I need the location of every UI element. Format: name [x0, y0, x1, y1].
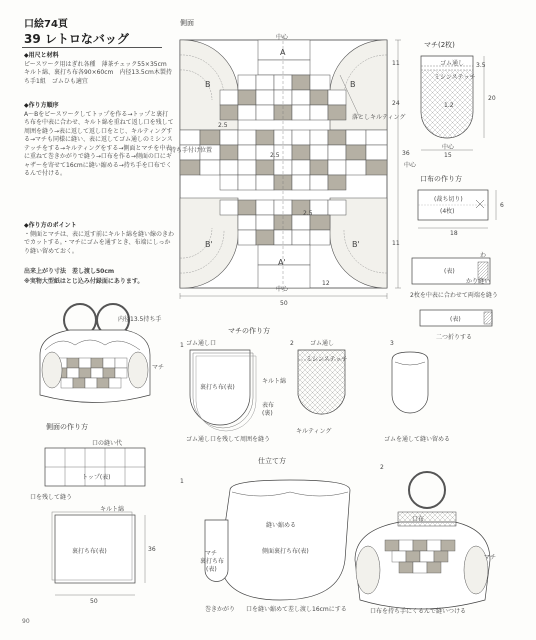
machi-step-2: 2: [290, 340, 294, 347]
kuchinuno-dim-18: 18: [450, 230, 458, 237]
machi-center-label: 中心: [442, 144, 455, 151]
assembly-title: 仕立て方: [258, 457, 286, 465]
machi-steps-ura-label: (裏): [262, 410, 273, 417]
side-steps-mouth-label: 口の縫い代: [92, 440, 123, 447]
kuchinuno-fold-label: わ: [480, 252, 487, 259]
kuchinuno-front-label: (表): [444, 268, 455, 275]
machi-steps-gomstitch-label: ゴム通し: [310, 340, 335, 347]
machi-title: マチ(2枚): [424, 41, 455, 49]
assembly-step-1: 1: [180, 478, 184, 485]
steps-text: A～Bをピースワークしてトップを作る→トップと裏打ち布を中表に合わせ、キルト綿を重ねて返し口を残して周囲を縫う→表に返して返し口をとじ、キルティングする→マチも同様に縫い、表に返してゴム通しのミシンステッチをする→キルティングをする→側面とマチを中表に重ねて巻きかがりで縫う→口布を作る→側面の口にギャザーを寄せて16cmに縫い縮める→持ち手を口布でくるんで付ける。: [24, 110, 174, 177]
label-B: B: [205, 80, 211, 89]
assembly-side-label: 側面裏打ち布(表): [262, 548, 309, 555]
side-steps-title: 側面の作り方: [46, 423, 88, 431]
quilting-label: 落としキルティング: [352, 114, 406, 121]
dim-11-a: 11: [392, 60, 400, 67]
steps-heading: ◆作り方順序: [24, 102, 59, 109]
machi-dim-3-5: 3.5: [476, 62, 486, 69]
assembly-omote-label: (表): [206, 566, 217, 573]
pattern-number: 39: [24, 32, 41, 46]
label-A-prime: A': [278, 258, 286, 267]
side-steps-urauchi-label: 裏打ち布(表): [72, 548, 107, 555]
side-panel-diagram: [180, 36, 401, 299]
side-steps-dim-50: 50: [90, 598, 98, 605]
pattern-note: ※実物大型紙はとじ込み付録面にあります。: [24, 278, 144, 285]
machi-step-1: 1: [180, 342, 184, 349]
handle-inner-label: 内径13.5持ち手: [118, 316, 162, 323]
kuchinuno-body-label: (裁ち切り): [434, 196, 463, 203]
machi-steps-gom-label: ゴム通し口: [186, 340, 217, 347]
assembly-kuchi-label: 口布: [412, 516, 425, 523]
kuchinuno-dim-6: 6: [500, 202, 504, 209]
machi-steps-note-3: ゴムを通して縫い留める: [384, 436, 451, 443]
kuchinuno-title: 口布の作り方: [420, 175, 462, 183]
center-label-top: 中心: [276, 34, 289, 41]
machi-steps-title: マチの作り方: [228, 327, 270, 335]
machi-dim-15: 15: [444, 152, 452, 159]
side-steps-wata-label: キルト綿: [100, 506, 124, 513]
assembly-machi-label: マチ: [205, 550, 218, 557]
bag-machi-label: マチ: [152, 364, 165, 371]
page-number: 90: [22, 618, 30, 625]
machi-dim-1-2: 1.2: [444, 102, 454, 109]
materials-text: ピースワーク用はぎれ各種 薄茶チェック55×35cm キルト綿、裏打ち布各90×60cm 内径13.5cm木製持ち手1組 ゴムひも適宜: [24, 60, 173, 85]
label-B-prime-right: B': [352, 240, 360, 249]
machi-steps-mishin-label: ミシンステッチ: [306, 356, 348, 363]
machi-step-3: 3: [390, 340, 394, 347]
handle-position-label: 持ち手付け位置: [170, 147, 213, 154]
center-label-right: 中心: [404, 162, 417, 169]
machi-stitch-label: ミシンステッチ: [434, 74, 476, 81]
dim-2-5-b: 2.5: [270, 152, 280, 159]
machi-steps-quilt-label: キルト綿: [262, 378, 286, 385]
assembly-step-2: 2: [380, 464, 384, 471]
assembly-machi2-label: マチ: [484, 554, 497, 561]
side-steps-note: 口を残して縫う: [30, 494, 73, 501]
points-heading: ◆作り方のポイント: [24, 222, 77, 229]
assembly-diagram: [205, 472, 490, 609]
dim-12: 12: [322, 280, 330, 287]
dim-2-5-a: 2.5: [218, 122, 228, 129]
dim-2-5-c: 2.5: [303, 210, 313, 217]
points-text: ・側面とマチは、表に返す前にキルト綿を縫い線のきわでカットする。・マチにゴムを通すとき、布端にしっかり縫い留めておく。: [24, 230, 174, 255]
side-steps-dim-36: 36: [148, 546, 156, 553]
pattern-reference: 口絵74頁: [24, 19, 68, 30]
kuchinuno-omote-label: (表): [450, 316, 461, 323]
finished-size: 出来上がり寸法 差し渡し50cm: [24, 268, 115, 275]
machi-gom-label: ゴム通し: [440, 60, 465, 67]
dim-24: 24: [392, 100, 400, 107]
machi-dim-20: 20: [488, 95, 496, 102]
machi-steps-omote-label: 表布: [262, 402, 275, 409]
center-label-bottom: 中心: [276, 286, 289, 293]
kuchinuno-note-2: 二つ折りする: [436, 334, 473, 341]
assembly-maki-label: 巻きかがり: [205, 606, 236, 613]
assembly-urauchi-machi-label: 裏打ち布: [200, 558, 225, 565]
dim-36: 36: [402, 150, 410, 157]
kuchinuno-count-label: (4枚): [440, 208, 455, 215]
dim-11-b: 11: [392, 240, 400, 247]
machi-steps-quilting-label: キルティング: [296, 428, 332, 435]
side-panel-title: 側面: [180, 19, 194, 27]
label-B-prime: B': [205, 240, 213, 249]
label-B-right: B: [350, 80, 356, 89]
label-A: A: [280, 48, 286, 57]
assembly-sewing-label: 縫い縮める: [266, 522, 297, 529]
materials-heading: ◆用尺と材料: [24, 52, 59, 59]
machi-steps-urauchi-label: 裏打ち布(表): [200, 384, 235, 391]
kuchinuno-note-1: 2枚を中表に合わせて両端を縫う: [410, 292, 498, 299]
assembly-note-1: 口を縫い縮めて差し渡し16cmにする: [246, 606, 347, 613]
kuchinuno-baste-label: かり縫い: [466, 278, 491, 285]
dim-50: 50: [280, 300, 288, 307]
side-steps-diagram: [45, 448, 145, 595]
machi-steps-note-1: ゴム通し口を残して周囲を縫う: [186, 436, 271, 443]
side-steps-top-label: トップ(表): [82, 474, 111, 481]
pattern-name: レトロなバッグ: [44, 32, 129, 46]
assembly-note-2: 口布を持ち手にくるんで縫いつける: [370, 608, 467, 615]
